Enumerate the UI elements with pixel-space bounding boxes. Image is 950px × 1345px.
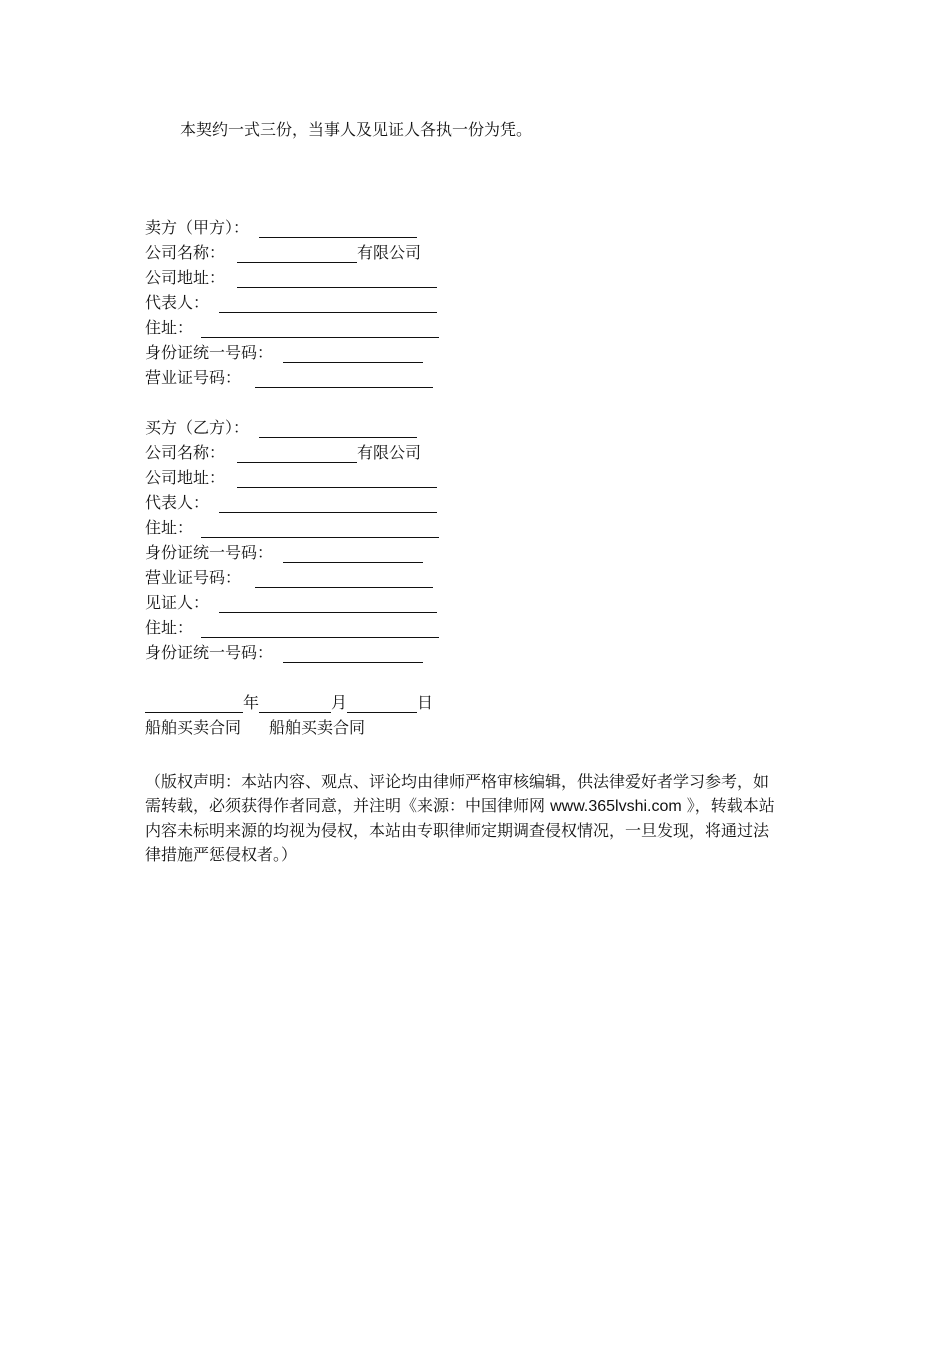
buyer-company-name-label: 公司名称： bbox=[145, 443, 226, 462]
buyer-company-name-blank bbox=[237, 447, 357, 463]
footer-title: 船舶买卖合同 bbox=[269, 718, 366, 737]
seller-business-license-blank bbox=[255, 372, 433, 388]
witness-id-number-label: 身份证统一号码： bbox=[145, 643, 274, 662]
month-blank bbox=[259, 697, 331, 713]
buyer-heading-line bbox=[145, 418, 417, 438]
footer-title: 船舶买卖合同 bbox=[145, 718, 242, 737]
seller-representative-label: 代表人： bbox=[145, 293, 210, 312]
witness-label: 见证人： bbox=[145, 593, 210, 612]
buyer-business-license-blank bbox=[255, 572, 433, 588]
year-blank bbox=[145, 697, 243, 713]
buyer-company-address-blank bbox=[237, 472, 437, 488]
date-line bbox=[145, 693, 433, 713]
seller-business-license-line bbox=[145, 368, 433, 388]
seller-address-blank bbox=[201, 322, 439, 338]
buyer-company-address-line bbox=[145, 468, 437, 488]
seller-heading: 卖方（甲方）： bbox=[145, 218, 250, 237]
copyright-notice-url: www.365lvshi.com bbox=[550, 798, 682, 815]
witness-blank bbox=[219, 597, 437, 613]
buyer-id-number-label: 身份证统一号码： bbox=[145, 543, 274, 562]
buyer-representative-label: 代表人： bbox=[145, 493, 210, 512]
seller-business-license-label: 营业证号码： bbox=[145, 368, 242, 387]
buyer-heading: 买方（乙方）： bbox=[145, 418, 250, 437]
buyer-business-license-line bbox=[145, 568, 433, 588]
year-label: 年 bbox=[243, 693, 260, 712]
copyright-notice bbox=[145, 770, 775, 867]
buyer-company-name-line bbox=[145, 443, 421, 463]
witness-id-number-line bbox=[145, 643, 423, 663]
buyer-address-label: 住址： bbox=[145, 518, 194, 537]
seller-id-number-blank bbox=[283, 347, 423, 363]
seller-id-number-label: 身份证统一号码： bbox=[145, 343, 274, 362]
seller-company-address-label: 公司地址： bbox=[145, 268, 226, 287]
seller-company-address-line bbox=[145, 268, 437, 288]
seller-company-name-blank bbox=[237, 247, 357, 263]
buyer-name-blank bbox=[259, 422, 417, 438]
buyer-address-line bbox=[145, 518, 439, 538]
copyright-notice-part2: 》，转载本站内容未标明来源的均视为侵权，本站由专职律师定期调查侵权情况，一旦发现，将通过法律措施严惩侵权者。） bbox=[145, 796, 775, 864]
closing-paragraph: 本契约一式三份，当事人及见证人各执一份为凭。 bbox=[180, 120, 533, 139]
seller-id-number-line bbox=[145, 343, 423, 363]
footer-titles-line bbox=[145, 718, 365, 738]
seller-address-line bbox=[145, 318, 439, 338]
copyright-notice-part1: （版权声明：本站内容、观点、评论均由律师严格审核编辑，供法律爱好者学习参考，如需转载，必须获得作者同意，并注明《来源：中国律师网 bbox=[145, 772, 770, 815]
buyer-representative-blank bbox=[219, 497, 437, 513]
seller-representative-blank bbox=[219, 297, 437, 313]
buyer-company-address-label: 公司地址： bbox=[145, 468, 226, 487]
seller-company-name-label: 公司名称： bbox=[145, 243, 226, 262]
seller-company-name-line bbox=[145, 243, 421, 263]
witness-address-label: 住址： bbox=[145, 618, 194, 637]
buyer-id-number-line bbox=[145, 543, 423, 563]
seller-representative-line bbox=[145, 293, 437, 313]
seller-name-blank bbox=[259, 222, 417, 238]
buyer-address-blank bbox=[201, 522, 439, 538]
buyer-representative-line bbox=[145, 493, 437, 513]
witness-address-line bbox=[145, 618, 439, 638]
seller-company-address-blank bbox=[237, 272, 437, 288]
witness-line bbox=[145, 593, 437, 613]
seller-heading-line bbox=[145, 218, 417, 238]
buyer-company-name-suffix: 有限公司 bbox=[357, 443, 422, 462]
witness-address-blank bbox=[201, 622, 439, 638]
day-label: 日 bbox=[417, 693, 434, 712]
seller-address-label: 住址： bbox=[145, 318, 194, 337]
seller-company-name-suffix: 有限公司 bbox=[357, 243, 422, 262]
month-label: 月 bbox=[331, 693, 348, 712]
day-blank bbox=[347, 697, 417, 713]
buyer-business-license-label: 营业证号码： bbox=[145, 568, 242, 587]
buyer-id-number-blank bbox=[283, 547, 423, 563]
witness-id-number-blank bbox=[283, 647, 423, 663]
